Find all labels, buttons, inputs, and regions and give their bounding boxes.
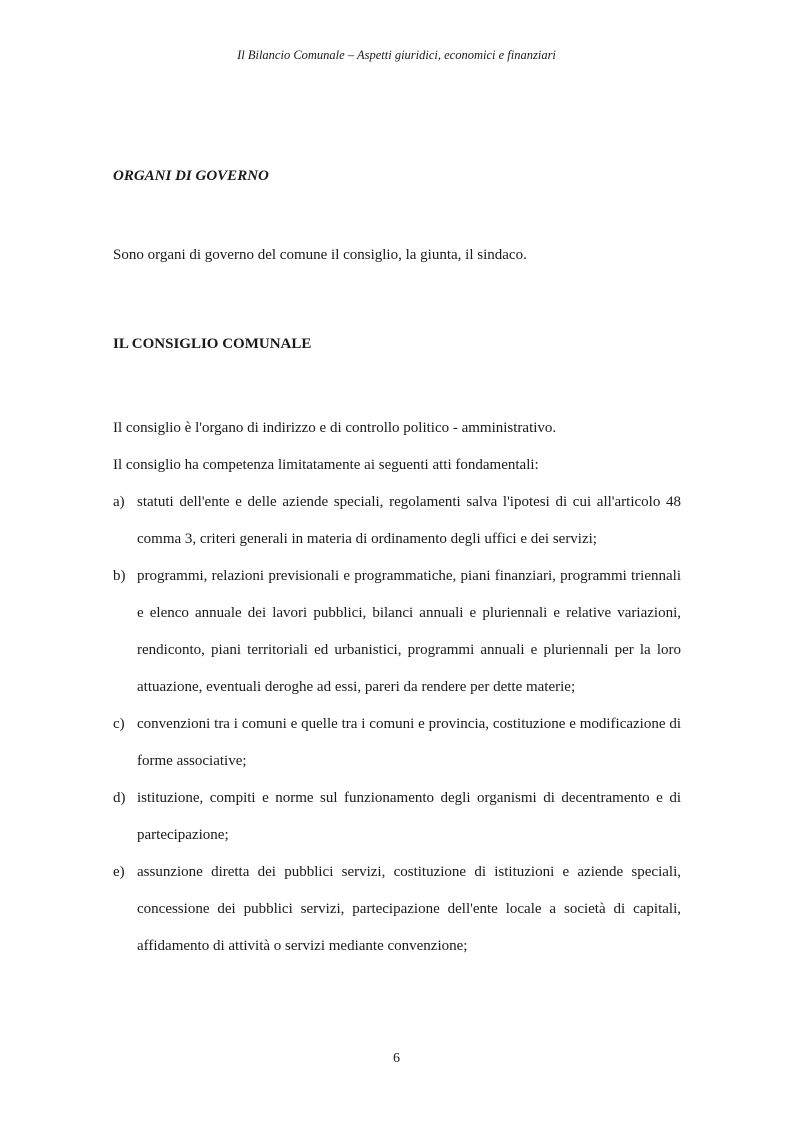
consiglio-body bbox=[113, 410, 681, 965]
intro-paragraph: Sono organi di governo del comune il consiglio, la giunta, il sindaco. bbox=[113, 247, 527, 263]
list-item-marker: e) bbox=[113, 864, 125, 880]
section-heading-consiglio-comunale: IL CONSIGLIO COMUNALE bbox=[113, 336, 312, 352]
running-header: Il Bilancio Comunale – Aspetti giuridici, economici e finanziari bbox=[237, 48, 556, 62]
competence-list bbox=[113, 484, 681, 965]
consiglio-definition-paragraph: Il consiglio è l'organo di indirizzo e di controllo politico - amministrativo. bbox=[113, 420, 557, 436]
list-item-text: istituzione, compiti e norme sul funzionamento degli organismi di decentramento e di partecipazione; bbox=[137, 790, 681, 843]
list-item-marker: d) bbox=[113, 790, 126, 806]
list-item bbox=[113, 558, 681, 706]
consiglio-competence-paragraph: Il consiglio ha competenza limitatamente ai seguenti atti fondamentali: bbox=[113, 457, 539, 473]
list-item-text: assunzione diretta dei pubblici servizi, costituzione di istituzioni e aziende speciali, concessione dei pubblici servizi, partecipazione dell'ente locale a società di capitali, affidamento di attività o servizi mediante convenzione; bbox=[137, 864, 681, 954]
section-heading-organi-di-governo: ORGANI DI GOVERNO bbox=[113, 168, 269, 184]
page-number: 6 bbox=[393, 1051, 400, 1066]
list-item bbox=[113, 780, 681, 854]
list-item-text: programmi, relazioni previsionali e programmatiche, piani finanziari, programmi triennali e elenco annuale dei lavori pubblici, bilanci annuali e pluriennali e relative variazioni, rendiconto, piani territoriali ed urbanistici, programmi annuali e pluriennali per la loro attuazione, eventuali deroghe ad essi, pareri da rendere per dette materie; bbox=[137, 568, 681, 695]
list-item-text: statuti dell'ente e delle aziende speciali, regolamenti salva l'ipotesi di cui all'articolo 48 comma 3, criteri generali in materia di ordinamento degli uffici e dei servizi; bbox=[137, 494, 681, 547]
list-item-marker: b) bbox=[113, 568, 126, 584]
list-item-marker: c) bbox=[113, 716, 125, 732]
list-item-text: convenzioni tra i comuni e quelle tra i comuni e provincia, costituzione e modificazione di forme associative; bbox=[137, 716, 681, 769]
list-item bbox=[113, 706, 681, 780]
list-item bbox=[113, 484, 681, 558]
list-item bbox=[113, 854, 681, 965]
list-item-marker: a) bbox=[113, 494, 125, 510]
